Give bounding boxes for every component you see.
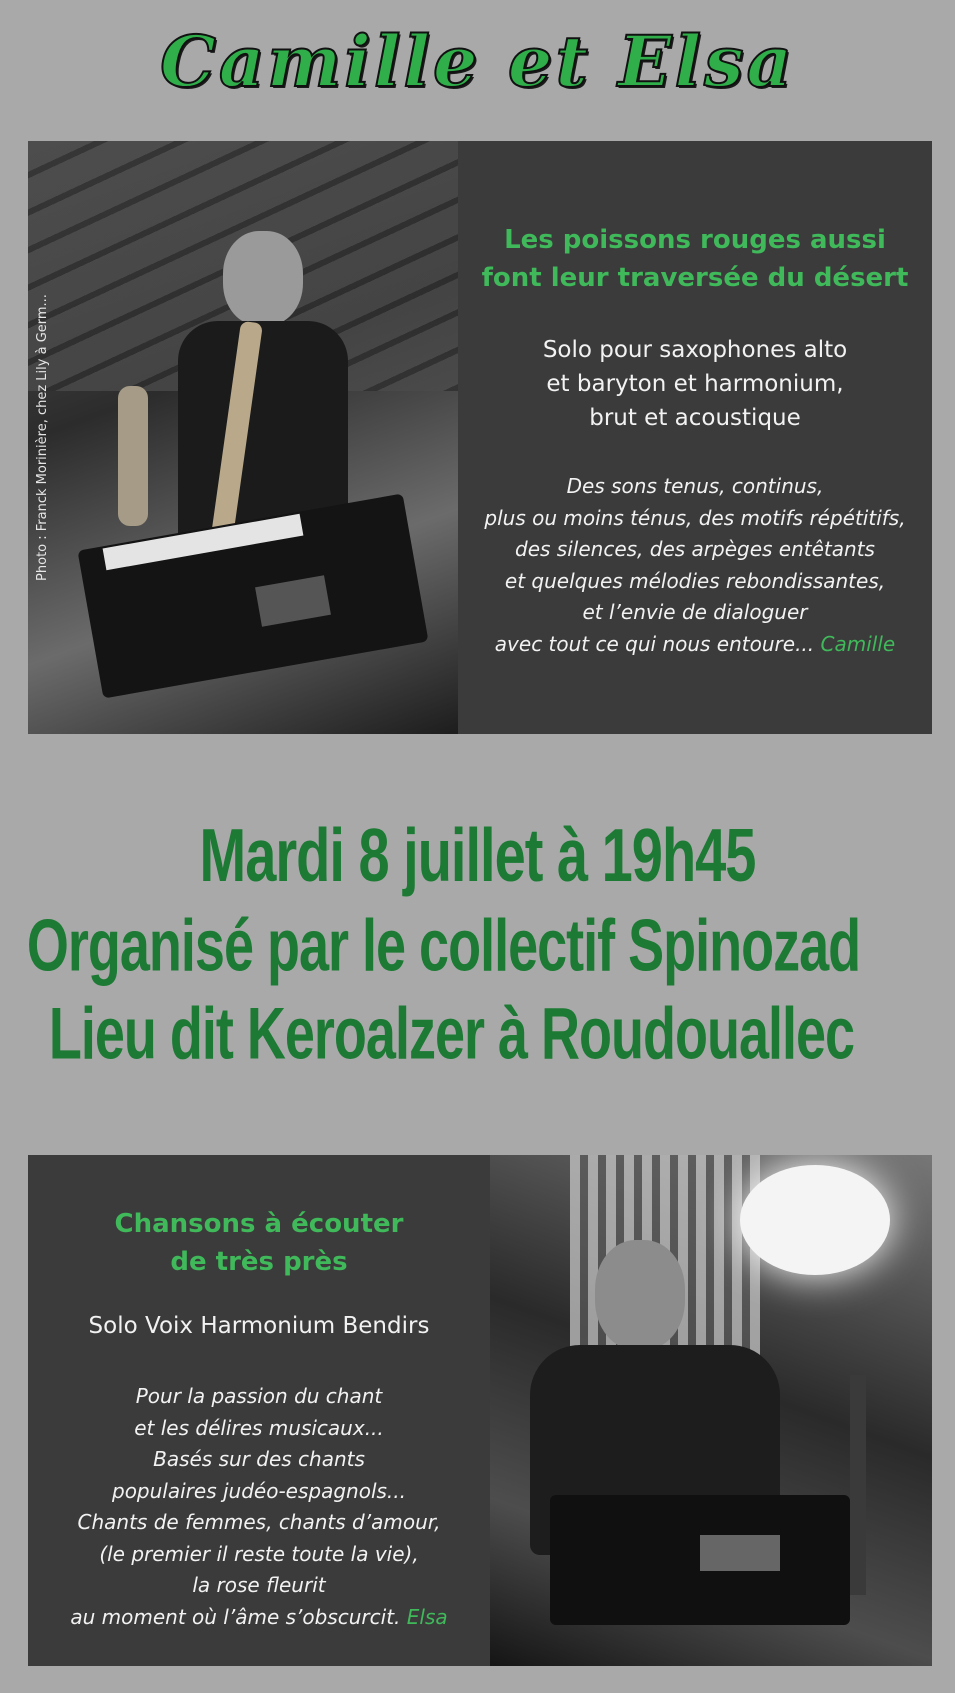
elsa-text [28, 1205, 490, 1633]
camille-subtitle: Solo pour saxophones alto et baryton et harmonium, brut et acoustique [542, 337, 848, 431]
camille-photo [28, 141, 458, 734]
event-date: Mardi 8 juillet à 19h45 [199, 811, 756, 898]
event-place: Lieu dit Keroalzer à Roudouallec [48, 993, 855, 1075]
camille-panel [28, 141, 932, 734]
poster-title: Camille et Elsa [160, 20, 795, 103]
photo-credit: Photo : Franck Morinière, chez Lily à Germ... [34, 294, 50, 581]
camille-quote: Des sons tenus, continus, plus ou moins ténus, des motifs répétitifs, des silences, des arpèges entêtants et quelques mélodies rebondissantes, et l’envie de dialoguer avec tout ce qui nous entoure... Camille [484, 474, 906, 656]
elsa-quote: Pour la passion du chant et les délires musicaux... Basés sur des chants populaires judéo-espagnols... Chants de femmes, chants d’amour, (le premier il reste toute la vie), la rose fleurit au moment où l’âme s’obscurcit. Elsa [70, 1384, 448, 1629]
camille-heading: Les poissons rouges aussi font leur traversée du désert [481, 225, 909, 293]
camille-signature: Camille [820, 631, 896, 656]
elsa-signature: Elsa [406, 1604, 448, 1629]
elsa-panel [28, 1155, 932, 1666]
elsa-subtitle: Solo Voix Harmonium Bendirs [88, 1313, 430, 1339]
event-organizer: Organisé par le collectif Spinozad [26, 905, 861, 987]
camille-text [458, 221, 932, 660]
elsa-photo [490, 1155, 932, 1666]
elsa-heading: Chansons à écouter de très près [114, 1209, 404, 1277]
